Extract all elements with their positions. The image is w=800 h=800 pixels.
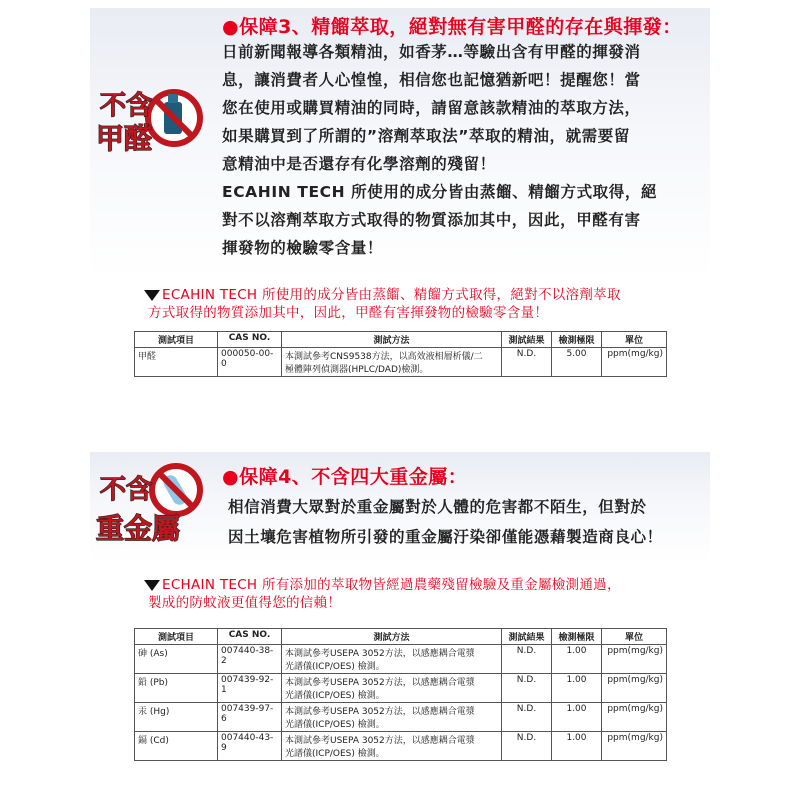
test-result: N.D. [502, 645, 552, 674]
detection-limit: 5.00 [552, 348, 602, 377]
table-header-row [135, 629, 667, 645]
column-header: 測試方法 [282, 332, 502, 348]
badge-line-1: 不含 [100, 475, 153, 505]
paragraph-line: 對不以溶劑萃取方式取得的物質添加其中，因此，甲醛有害 [222, 211, 641, 229]
cas-number: 007439-97-6 [218, 703, 282, 732]
test-result: N.D. [502, 348, 552, 377]
section-2-note [148, 576, 621, 612]
note-line: 方式取得的物質添加其中，因此，甲醛有害揮發物的檢驗零含量！ [148, 305, 549, 321]
unit: ppm(mg/kg) [602, 674, 667, 703]
table-header-row [135, 332, 667, 348]
test-result: N.D. [502, 732, 552, 761]
column-header: 單位 [602, 332, 667, 348]
column-header: 檢測極限 [552, 629, 602, 645]
section-1-heading: ●保障3、精餾萃取，絕對無有害甲醛的存在與揮發： [222, 16, 682, 38]
table-row [135, 674, 667, 703]
test-item: 汞 (Hg) [135, 703, 218, 732]
test-result: N.D. [502, 674, 552, 703]
section-1-note [148, 286, 621, 322]
paragraph-line: 息，讓消費者人心惶惶，相信您也記憶猶新吧！提醒您！當 [222, 71, 641, 89]
column-header: 單位 [602, 629, 667, 645]
test-method: 本測試參考USEPA 3052方法，以感應耦合電漿 光譜儀(ICP/OES) 檢測。 [282, 703, 502, 732]
cas-number: 007439-92-1 [218, 674, 282, 703]
test-item: 甲醛 [135, 348, 218, 377]
section-1-paragraph [222, 38, 657, 262]
column-header: 測試項目 [135, 332, 218, 348]
no-bottle-icon [92, 82, 212, 162]
column-header: CAS NO. [218, 332, 282, 348]
paragraph-line: 相信消費大眾對於重金屬對於人體的危害都不陌生，但對於 [228, 498, 647, 516]
test-item: 砷 (As) [135, 645, 218, 674]
down-arrow-icon [144, 580, 160, 591]
formaldehyde-test-table [134, 331, 667, 377]
section-2-paragraph [228, 492, 663, 552]
unit: ppm(mg/kg) [602, 645, 667, 674]
unit: ppm(mg/kg) [602, 348, 667, 377]
test-method: 本測試參考USEPA 3052方法，以感應耦合電漿 光譜儀(ICP/OES) 檢測。 [282, 732, 502, 761]
table-row [135, 348, 667, 377]
section-2-heading: ●保障4、不含四大重金屬： [222, 466, 468, 488]
test-method: 本測試參考CNS9538方法，以高效液相層析儀/二 極體陣列偵測器(HPLC/DAD)檢測。 [282, 348, 502, 377]
down-arrow-icon [144, 290, 160, 301]
test-item: 鎘 (Cd) [135, 732, 218, 761]
detection-limit: 1.00 [552, 674, 602, 703]
detection-limit: 1.00 [552, 732, 602, 761]
cas-number: 000050-00-0 [218, 348, 282, 377]
test-result: N.D. [502, 703, 552, 732]
column-header: CAS NO. [218, 629, 282, 645]
badge-line-2: 甲醛 [96, 122, 153, 155]
cas-number: 007440-38-2 [218, 645, 282, 674]
paragraph-line: 意精油中是否還存有化學溶劑的殘留！ [222, 155, 496, 173]
paragraph-line: 您在使用或購買精油的同時，請留意該款精油的萃取方法， [222, 99, 641, 117]
no-capsule-icon [94, 460, 214, 552]
unit: ppm(mg/kg) [602, 732, 667, 761]
column-header: 測試結果 [502, 629, 552, 645]
no-heavy-metals-badge [94, 460, 214, 552]
badge-line-1: 不含 [100, 91, 153, 121]
table-row [135, 732, 667, 761]
detection-limit: 1.00 [552, 645, 602, 674]
no-formaldehyde-badge [92, 82, 212, 162]
test-item: 鉛 (Pb) [135, 674, 218, 703]
heavy-metal-test-table [134, 628, 667, 761]
column-header: 測試方法 [282, 629, 502, 645]
paragraph-line: ECAHIN TECH 所使用的成分皆由蒸餾、精餾方式取得，絕 [222, 183, 658, 201]
column-header: 測試結果 [502, 332, 552, 348]
paragraph-line: 因土壤危害植物所引發的重金屬汙染卻僅能憑藉製造商良心！ [228, 528, 663, 546]
detection-limit: 1.00 [552, 703, 602, 732]
paragraph-line: 揮發物的檢驗零含量！ [222, 239, 384, 257]
cas-number: 007440-43-9 [218, 732, 282, 761]
note-line: 製成的防蚊液更值得您的信賴！ [148, 595, 342, 611]
note-line: ECAHIN TECH 所使用的成分皆由蒸餾、精餾方式取得，絕對不以溶劑萃取 [162, 287, 621, 303]
column-header: 測試項目 [135, 629, 218, 645]
test-method: 本測試參考USEPA 3052方法，以感應耦合電漿 光譜儀(ICP/OES) 檢測。 [282, 645, 502, 674]
badge-line-2: 重金屬 [96, 512, 181, 545]
table-row [135, 703, 667, 732]
test-method: 本測試參考USEPA 3052方法，以感應耦合電漿 光譜儀(ICP/OES) 檢測。 [282, 674, 502, 703]
column-header: 檢測極限 [552, 332, 602, 348]
unit: ppm(mg/kg) [602, 703, 667, 732]
paragraph-line: 如果購買到了所謂的”溶劑萃取法”萃取的精油，就需要留 [222, 127, 630, 145]
note-line: ECHAIN TECH 所有添加的萃取物皆經過農藥殘留檢驗及重金屬檢測通過， [162, 577, 621, 593]
paragraph-line: 日前新聞報導各類精油，如香茅…等驗出含有甲醛的揮發消 [222, 43, 641, 61]
table-row [135, 645, 667, 674]
